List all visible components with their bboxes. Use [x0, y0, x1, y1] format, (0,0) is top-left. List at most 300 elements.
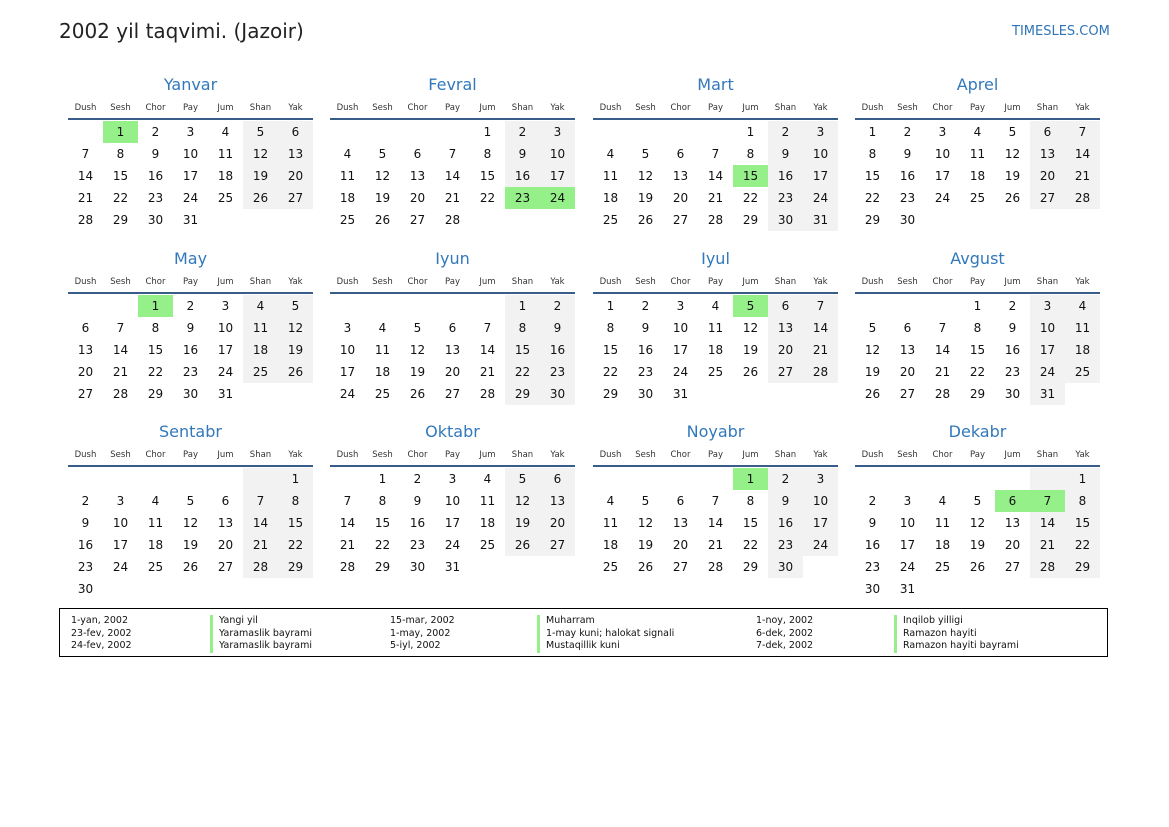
day-cell: 4 — [243, 295, 278, 317]
day-cell: 7 — [1030, 490, 1065, 512]
day-cell: 14 — [707, 516, 724, 530]
day-cell: 7 — [448, 147, 457, 161]
day-empty — [855, 295, 890, 317]
day-empty — [243, 468, 278, 490]
day-cell: 16 — [768, 512, 803, 534]
weekday-header — [593, 272, 838, 294]
day-cell: 26 — [409, 387, 426, 401]
day-cell: 6 — [676, 494, 685, 508]
day-cell: 14 — [934, 343, 951, 357]
weekday-label: Chor — [145, 103, 166, 113]
month-dekabr — [855, 420, 1100, 600]
day-cell: 21 — [707, 191, 724, 205]
day-empty — [435, 121, 470, 143]
day-cell: 5 — [186, 494, 195, 508]
day-cell: 13 — [672, 169, 689, 183]
page-title: 2002 yil taqvimi. (Jazoir) — [59, 19, 304, 43]
day-cell: 27 — [278, 187, 313, 209]
day-empty — [103, 295, 138, 317]
weekday-label: Sesh — [897, 277, 918, 287]
weekday-label: Pay — [970, 277, 985, 287]
weekday-label: Pay — [708, 450, 723, 460]
day-cell: 22 — [147, 365, 164, 379]
day-cell: 15 — [602, 343, 619, 357]
weekday-label: Pay — [970, 450, 985, 460]
day-cell: 5 — [1008, 125, 1017, 139]
weekday-label: Yak — [1075, 103, 1090, 113]
day-empty — [663, 121, 698, 143]
day-cell: 18 — [934, 538, 951, 552]
day-cell: 6 — [676, 147, 685, 161]
brand-link[interactable]: TIMESLES.COM — [1012, 24, 1110, 39]
day-cell: 15 — [278, 512, 313, 534]
weekday-label: Chor — [670, 450, 691, 460]
day-empty — [663, 468, 698, 490]
day-cell: 12 — [969, 516, 986, 530]
day-cell: 24 — [339, 387, 356, 401]
holiday-date: 7-dek, 2002 — [756, 640, 814, 651]
day-cell: 18 — [602, 191, 619, 205]
day-cell: 14 — [112, 343, 129, 357]
holiday-name: Ramazon hayiti — [894, 628, 1019, 641]
day-cell: 23 — [1004, 365, 1021, 379]
day-empty — [103, 468, 138, 490]
weekday-label: Dush — [74, 450, 97, 460]
month-name: Iyul — [701, 249, 730, 268]
day-empty — [365, 121, 400, 143]
day-cell: 5 — [505, 468, 540, 490]
day-cell: 24 — [217, 365, 234, 379]
day-cell: 24 — [672, 365, 689, 379]
holiday-name: Yaramaslik bayrami — [210, 640, 312, 653]
day-cell: 28 — [77, 213, 94, 227]
day-cell: 3 — [803, 468, 838, 490]
day-cell: 27 — [1030, 187, 1065, 209]
holiday-legend — [59, 608, 1108, 657]
day-cell: 13 — [444, 343, 461, 357]
day-cell: 26 — [637, 560, 654, 574]
month-yanvar — [68, 73, 313, 231]
day-grid — [68, 295, 313, 405]
day-cell: 13 — [540, 490, 575, 512]
day-cell: 1 — [1065, 468, 1100, 490]
day-cell: 22 — [969, 365, 986, 379]
day-cell: 2 — [641, 299, 650, 313]
weekday-label: Pay — [183, 103, 198, 113]
day-empty — [593, 468, 628, 490]
month-name: Avgust — [950, 249, 1005, 268]
day-cell: 17 — [899, 538, 916, 552]
day-cell: 24 — [1030, 361, 1065, 383]
day-cell: 28 — [934, 387, 951, 401]
weekday-header — [68, 445, 313, 467]
holiday-names-col-2 — [537, 615, 674, 653]
day-cell: 16 — [540, 339, 575, 361]
month-name: Noyabr — [686, 422, 745, 441]
day-cell: 12 — [182, 516, 199, 530]
weekday-label: Sesh — [897, 450, 918, 460]
day-cell: 8 — [973, 321, 982, 335]
day-cell: 11 — [147, 516, 164, 530]
day-cell: 22 — [1065, 534, 1100, 556]
day-cell: 12 — [409, 343, 426, 357]
weekday-label: Dush — [336, 450, 359, 460]
day-cell: 4 — [973, 125, 982, 139]
day-cell: 9 — [151, 147, 160, 161]
month-aprel — [855, 73, 1100, 231]
weekday-label: Shan — [1036, 277, 1059, 287]
day-cell: 3 — [221, 299, 230, 313]
month-name: Dekabr — [948, 422, 1007, 441]
day-empty — [925, 468, 960, 490]
day-cell: 22 — [864, 191, 881, 205]
day-cell: 2 — [768, 468, 803, 490]
day-cell: 19 — [505, 512, 540, 534]
day-empty — [365, 295, 400, 317]
weekday-label: Dush — [599, 277, 622, 287]
day-cell: 4 — [606, 494, 615, 508]
day-cell: 13 — [278, 143, 313, 165]
day-cell: 10 — [934, 147, 951, 161]
day-cell: 23 — [182, 365, 199, 379]
day-cell: 17 — [444, 516, 461, 530]
day-cell: 2 — [903, 125, 912, 139]
day-cell: 10 — [540, 143, 575, 165]
day-cell: 5 — [733, 295, 768, 317]
day-cell: 19 — [182, 538, 199, 552]
day-cell: 20 — [768, 339, 803, 361]
weekday-label: Pay — [708, 277, 723, 287]
day-cell: 28 — [479, 387, 496, 401]
day-cell: 27 — [672, 560, 689, 574]
holiday-name: Muharram — [537, 615, 674, 628]
day-cell: 27 — [77, 387, 94, 401]
day-cell: 9 — [868, 516, 877, 530]
day-cell: 21 — [707, 538, 724, 552]
day-cell: 19 — [374, 191, 391, 205]
day-cell: 9 — [768, 490, 803, 512]
day-cell: 16 — [505, 165, 540, 187]
day-cell: 16 — [409, 516, 426, 530]
day-cell: 20 — [444, 365, 461, 379]
day-cell: 19 — [278, 339, 313, 361]
day-cell: 25 — [602, 560, 619, 574]
day-cell: 15 — [479, 169, 496, 183]
day-cell: 5 — [868, 321, 877, 335]
day-cell: 6 — [768, 295, 803, 317]
day-cell: 14 — [243, 512, 278, 534]
weekday-label: Yak — [1075, 450, 1090, 460]
day-cell: 4 — [606, 147, 615, 161]
day-cell: 31 — [182, 213, 199, 227]
weekday-label: Dush — [861, 277, 884, 287]
day-cell: 12 — [1004, 147, 1021, 161]
day-cell: 26 — [969, 560, 986, 574]
day-cell: 28 — [707, 560, 724, 574]
day-cell: 3 — [540, 121, 575, 143]
weekday-label: Chor — [932, 277, 953, 287]
day-cell: 30 — [77, 582, 94, 596]
day-grid — [593, 468, 838, 578]
day-empty — [628, 121, 663, 143]
weekday-label: Shan — [511, 103, 534, 113]
day-cell: 23 — [768, 187, 803, 209]
holiday-dates-col-2 — [390, 615, 455, 653]
day-cell: 2 — [540, 295, 575, 317]
day-cell: 26 — [742, 365, 759, 379]
day-cell: 8 — [606, 321, 615, 335]
day-cell: 11 — [339, 169, 356, 183]
day-cell: 11 — [602, 516, 619, 530]
day-cell: 12 — [505, 490, 540, 512]
day-cell: 1 — [103, 121, 138, 143]
day-cell: 25 — [707, 365, 724, 379]
day-cell: 21 — [77, 191, 94, 205]
day-cell: 4 — [483, 472, 492, 486]
weekday-label: Sesh — [110, 277, 131, 287]
weekday-label: Yak — [813, 103, 828, 113]
holiday-names-col-3 — [894, 615, 1019, 653]
day-grid — [855, 121, 1100, 231]
weekday-label: Chor — [407, 103, 428, 113]
day-cell: 14 — [707, 169, 724, 183]
day-cell: 9 — [505, 143, 540, 165]
day-cell: 2 — [1008, 299, 1017, 313]
weekday-label: Pay — [708, 103, 723, 113]
day-cell: 23 — [540, 361, 575, 383]
day-cell: 20 — [540, 512, 575, 534]
day-cell: 10 — [217, 321, 234, 335]
day-cell: 26 — [637, 213, 654, 227]
day-empty — [925, 295, 960, 317]
day-grid — [855, 468, 1100, 600]
day-cell: 17 — [182, 169, 199, 183]
weekday-label: Shan — [1036, 450, 1059, 460]
month-oktabr — [330, 420, 575, 578]
day-cell: 31 — [1030, 383, 1065, 405]
weekday-label: Shan — [249, 103, 272, 113]
day-cell: 10 — [803, 143, 838, 165]
weekday-label: Sesh — [897, 103, 918, 113]
day-cell: 19 — [637, 538, 654, 552]
day-cell: 18 — [479, 516, 496, 530]
day-cell: 16 — [768, 165, 803, 187]
day-cell: 4 — [343, 147, 352, 161]
day-cell: 10 — [444, 494, 461, 508]
day-empty — [435, 295, 470, 317]
day-cell: 1 — [138, 295, 173, 317]
weekday-label: Yak — [288, 450, 303, 460]
day-empty — [628, 468, 663, 490]
day-empty — [208, 468, 243, 490]
weekday-label: Yak — [550, 277, 565, 287]
day-cell: 9 — [540, 317, 575, 339]
day-cell: 4 — [221, 125, 230, 139]
day-cell: 16 — [77, 538, 94, 552]
holiday-names-col-1 — [210, 615, 312, 653]
day-cell: 31 — [803, 209, 838, 231]
day-cell: 23 — [505, 187, 540, 209]
weekday-label: Chor — [407, 450, 428, 460]
day-cell: 5 — [641, 494, 650, 508]
day-cell: 8 — [746, 147, 755, 161]
day-cell: 10 — [182, 147, 199, 161]
day-cell: 26 — [505, 534, 540, 556]
day-cell: 16 — [1004, 343, 1021, 357]
month-name: May — [173, 249, 208, 268]
day-cell: 9 — [1008, 321, 1017, 335]
day-cell: 10 — [1030, 317, 1065, 339]
day-cell: 13 — [672, 516, 689, 530]
day-cell: 10 — [899, 516, 916, 530]
day-cell: 30 — [147, 213, 164, 227]
day-cell: 27 — [1004, 560, 1021, 574]
day-cell: 25 — [339, 213, 356, 227]
day-cell: 1 — [505, 295, 540, 317]
day-cell: 6 — [995, 490, 1030, 512]
day-cell: 6 — [81, 321, 90, 335]
day-cell: 3 — [803, 121, 838, 143]
day-cell: 13 — [768, 317, 803, 339]
day-cell: 28 — [339, 560, 356, 574]
day-cell: 28 — [803, 361, 838, 383]
day-cell: 26 — [182, 560, 199, 574]
day-cell: 11 — [969, 147, 986, 161]
day-cell: 14 — [479, 343, 496, 357]
weekday-header — [593, 445, 838, 467]
weekday-label: Dush — [74, 277, 97, 287]
day-cell: 14 — [1065, 143, 1100, 165]
month-name: Yanvar — [163, 75, 218, 94]
weekday-label: Dush — [861, 103, 884, 113]
month-iyun — [330, 247, 575, 405]
day-cell: 8 — [278, 490, 313, 512]
weekday-label: Jum — [1004, 450, 1021, 460]
weekday-label: Chor — [407, 277, 428, 287]
day-cell: 17 — [934, 169, 951, 183]
day-cell: 15 — [112, 169, 129, 183]
day-cell: 15 — [505, 339, 540, 361]
day-cell: 5 — [641, 147, 650, 161]
day-cell: 28 — [1065, 187, 1100, 209]
day-cell: 7 — [938, 321, 947, 335]
day-cell: 16 — [899, 169, 916, 183]
day-cell: 15 — [147, 343, 164, 357]
holiday-date: 5-iyl, 2002 — [390, 640, 441, 651]
weekday-header — [330, 445, 575, 467]
day-cell: 21 — [112, 365, 129, 379]
weekday-header — [68, 98, 313, 120]
day-cell: 9 — [413, 494, 422, 508]
day-cell: 7 — [243, 490, 278, 512]
day-cell: 8 — [1065, 490, 1100, 512]
day-empty — [68, 295, 103, 317]
day-cell: 28 — [444, 213, 461, 227]
month-may — [68, 247, 313, 405]
day-cell: 22 — [278, 534, 313, 556]
day-cell: 7 — [81, 147, 90, 161]
weekday-label: Chor — [932, 103, 953, 113]
day-cell: 30 — [182, 387, 199, 401]
day-cell: 2 — [186, 299, 195, 313]
day-cell: 24 — [540, 187, 575, 209]
month-fevral — [330, 73, 575, 231]
weekday-label: Jum — [742, 103, 759, 113]
holiday-date: 1-yan, 2002 — [71, 615, 128, 626]
day-cell: 19 — [637, 191, 654, 205]
day-cell: 11 — [934, 516, 951, 530]
day-cell: 7 — [483, 321, 492, 335]
day-grid — [593, 121, 838, 231]
day-empty — [855, 468, 890, 490]
day-cell: 22 — [602, 365, 619, 379]
day-cell: 10 — [803, 490, 838, 512]
day-cell: 23 — [899, 191, 916, 205]
weekday-label: Chor — [145, 277, 166, 287]
weekday-label: Pay — [445, 450, 460, 460]
day-cell: 26 — [243, 187, 278, 209]
day-cell: 6 — [903, 321, 912, 335]
weekday-label: Jum — [742, 277, 759, 287]
day-cell: 26 — [1004, 191, 1021, 205]
weekday-label: Pay — [183, 277, 198, 287]
day-cell: 3 — [676, 299, 685, 313]
holiday-date: 6-dek, 2002 — [756, 627, 814, 639]
day-cell: 4 — [151, 494, 160, 508]
day-cell: 11 — [707, 321, 724, 335]
day-cell: 1 — [278, 468, 313, 490]
day-cell: 7 — [1065, 121, 1100, 143]
day-cell: 5 — [973, 494, 982, 508]
day-cell: 4 — [378, 321, 387, 335]
day-cell: 18 — [339, 191, 356, 205]
day-cell: 26 — [374, 213, 391, 227]
day-cell: 12 — [243, 143, 278, 165]
day-cell: 27 — [899, 387, 916, 401]
day-empty — [698, 468, 733, 490]
day-cell: 26 — [864, 387, 881, 401]
day-grid — [855, 295, 1100, 405]
day-cell: 24 — [182, 191, 199, 205]
day-cell: 19 — [409, 365, 426, 379]
day-cell: 20 — [672, 538, 689, 552]
day-cell: 1 — [746, 125, 755, 139]
day-cell: 9 — [186, 321, 195, 335]
weekday-label: Shan — [774, 450, 797, 460]
day-cell: 27 — [444, 387, 461, 401]
day-cell: 27 — [409, 213, 426, 227]
day-cell: 22 — [505, 361, 540, 383]
day-cell: 6 — [540, 468, 575, 490]
weekday-label: Yak — [288, 277, 303, 287]
weekday-label: Shan — [774, 277, 797, 287]
day-empty — [68, 121, 103, 143]
day-cell: 15 — [742, 516, 759, 530]
day-cell: 2 — [768, 121, 803, 143]
day-cell: 29 — [112, 213, 129, 227]
day-cell: 1 — [973, 299, 982, 313]
day-cell: 29 — [969, 387, 986, 401]
day-cell: 24 — [112, 560, 129, 574]
holiday-name: Yangi yil — [210, 615, 312, 628]
weekday-label: Shan — [511, 450, 534, 460]
day-cell: 5 — [378, 147, 387, 161]
day-cell: 25 — [479, 538, 496, 552]
day-cell: 27 — [217, 560, 234, 574]
day-cell: 24 — [444, 538, 461, 552]
day-cell: 4 — [938, 494, 947, 508]
day-empty — [68, 468, 103, 490]
